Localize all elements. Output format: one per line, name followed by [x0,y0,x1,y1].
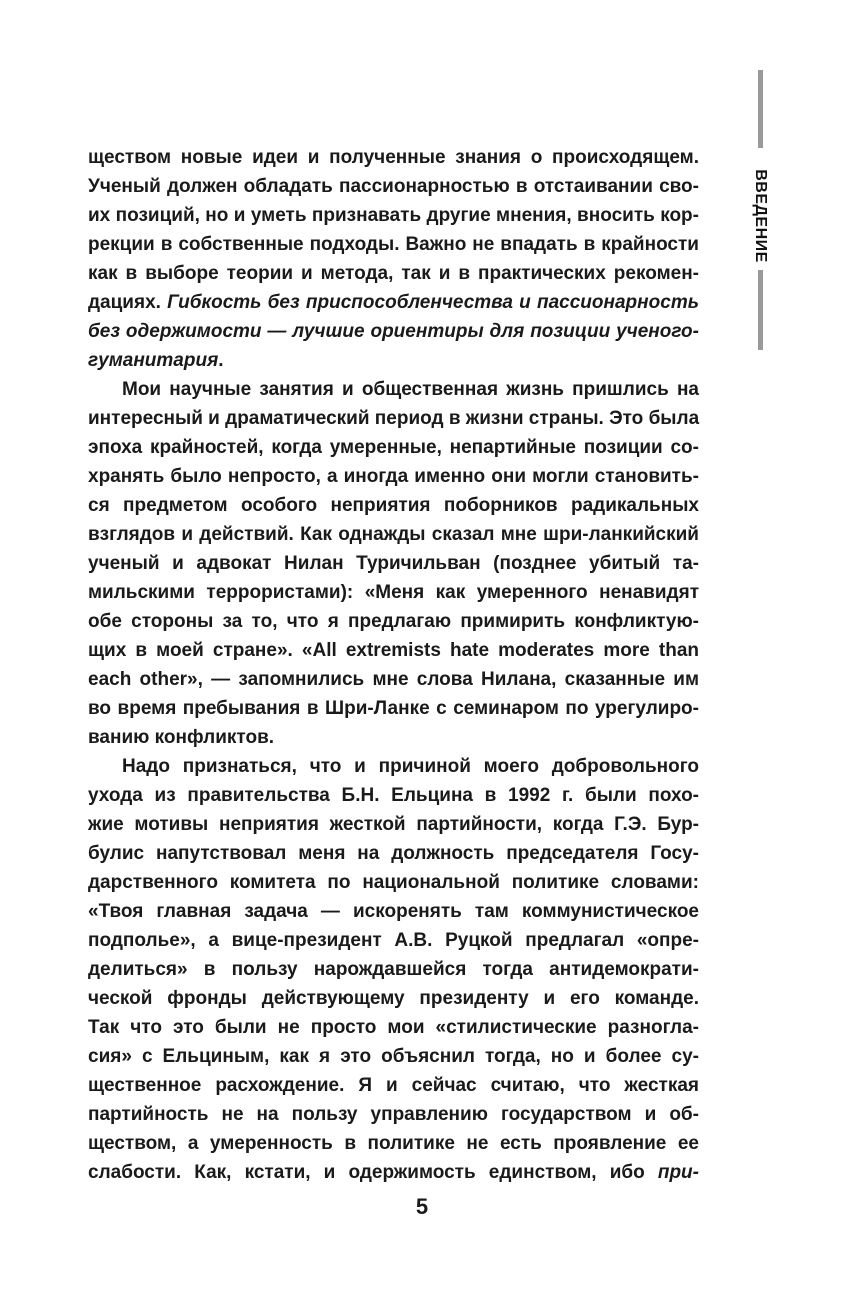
text-line [88,955,699,984]
text-segment: слабости. Как, кстати, и одержимость единством, ибо [88,1162,658,1183]
text-segment: Ученый должен обладать пассионарностью в отстаивании сво- [88,176,699,197]
text-line [88,346,699,375]
italic-text-segment: Гибкость без приспособленчества и пассионарность [167,292,699,313]
text-line [88,462,699,491]
text-segment: рекции в собственные подходы. Важно не впадать в крайности [88,234,699,255]
text-segment: интересный и драматический период в жизни страны. Это была [88,408,700,429]
text-segment: each other», — запомнились мне слова Нилана, сказанные им [88,669,699,690]
text-line [88,897,699,926]
text-segment: партийность не на пользу управлению государством и об- [88,1104,699,1125]
text-line [88,317,699,346]
text-line [88,781,699,810]
text-line [88,491,699,520]
section-label: ВВЕДЕНИЕ [752,169,770,263]
text-line [88,549,699,578]
thumb-index-bar-top [758,70,763,148]
text-line [88,723,699,752]
text-line [88,752,699,781]
text-line [88,839,699,868]
section-thumb-index [742,169,778,263]
text-line [88,520,699,549]
italic-text-segment: гуманитария [88,350,219,371]
text-line [88,288,699,317]
body-text [88,143,699,1187]
text-line [88,694,699,723]
text-line [88,1158,699,1187]
text-segment: ванию конфликтов. [88,727,275,748]
text-segment: ческой фронды действующему президенту и его команде. [88,988,699,1009]
text-line [88,172,699,201]
page-number: 5 [415,1194,429,1219]
text-line [88,984,699,1013]
text-line [88,143,699,172]
italic-text-segment: без одержимости — лучшие ориентиры для позиции ученого- [88,321,699,342]
text-segment: ществом новые идеи и полученные знания о происходящем. [88,147,699,168]
text-line [88,578,699,607]
text-line [88,636,699,665]
text-segment: ученый и адвокат Нилан Туричильван (позднее убитый та- [88,553,699,574]
text-segment: Так что это были не просто мои «стилистические разногла- [88,1017,699,1038]
text-line [88,1042,699,1071]
text-segment: булис напутствовал меня на должность председателя Госу- [88,843,699,864]
text-segment: эпоха крайностей, когда умеренные, непартийные позиции со- [88,437,699,458]
text-segment: ухода из правительства Б.Н. Ельцина в 1992 г. были похо- [88,785,699,806]
text-line [88,810,699,839]
text-line [88,375,699,404]
text-line [88,868,699,897]
text-segment: хранять было непросто, а иногда именно они могли становить- [88,466,699,487]
text-segment: их позиций, но и уметь признавать другие мнения, вносить кор- [88,205,699,226]
text-segment: как в выборе теории и метода, так и в практических рекомен- [88,263,699,284]
text-line [88,1129,699,1158]
text-line [88,607,699,636]
text-segment: ся предметом особого неприятия поборников радикальных [88,495,699,516]
text-segment: обе стороны за то, что я предлагаю примирить конфликтую- [88,611,699,632]
text-line [88,404,699,433]
text-line [88,201,699,230]
italic-text-segment: при- [657,1162,699,1183]
text-line [88,1013,699,1042]
text-segment: дарственного комитета по национальной политике словами: [88,872,699,893]
text-segment: ществом, а умеренность в политике не есть проявление ее [88,1133,699,1154]
text-line [88,1100,699,1129]
text-segment: Надо признаться, что и причиной моего добровольного [122,756,699,777]
text-segment: взглядов и действий. Как однажды сказал мне шри-ланкийский [88,524,699,545]
text-line [88,926,699,955]
text-line [88,665,699,694]
text-segment: Мои научные занятия и общественная жизнь пришлись на [122,379,699,400]
thumb-index-bar-bottom [758,270,763,350]
text-segment: дациях. [88,292,168,313]
text-line [88,1071,699,1100]
text-segment: сия» с Ельциным, как я это объяснил тогда, но и более су- [88,1046,699,1067]
text-segment: во время пребывания в Шри-Ланке с семинаром по урегулиро- [88,698,699,719]
text-line [88,259,699,288]
text-segment: щих в моей стране». «All extremists hate moderates more than [88,640,699,661]
text-line [88,230,699,259]
text-segment: щественное расхождение. Я и сейчас считаю, что жесткая [88,1075,699,1096]
text-segment: мильскими террористами): «Меня как умеренного ненавидят [88,582,699,603]
text-segment: «Твоя главная задача — искоренять там коммунистическое [88,901,699,922]
text-line [88,433,699,462]
text-segment: жие мотивы неприятия жесткой партийности, когда Г.Э. Бур- [88,814,699,835]
text-segment: подполье», а вице-президент А.В. Руцкой предлагал «опре- [88,930,699,951]
text-segment: . [218,350,224,371]
text-segment: делиться» в пользу нарождавшейся тогда антидемократи- [88,959,699,980]
